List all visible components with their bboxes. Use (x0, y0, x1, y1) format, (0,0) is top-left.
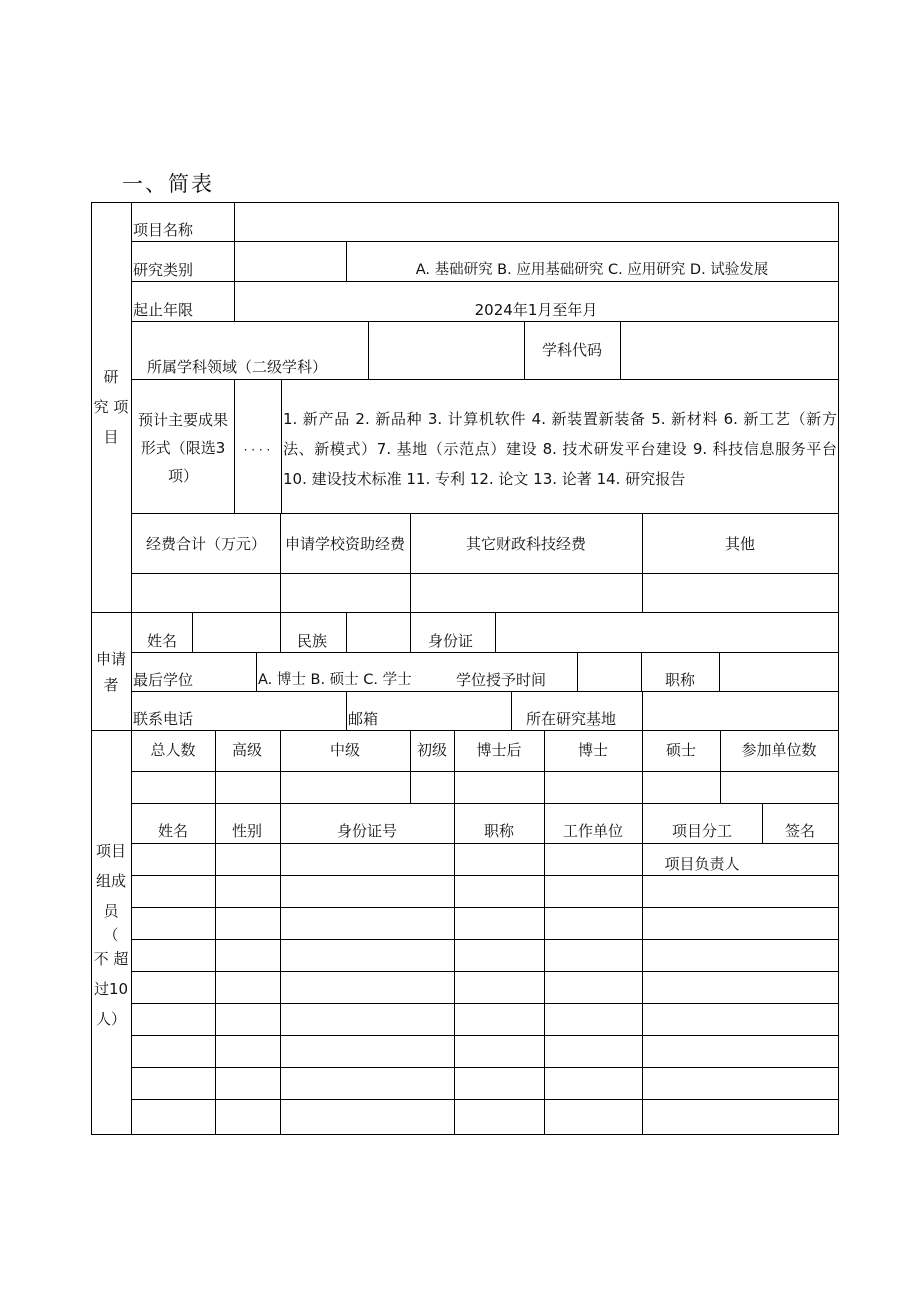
degree-options: A. 博士 B. 硕士 C. 学士 (258, 672, 412, 688)
email-field[interactable] (410, 693, 510, 730)
member-cell-field[interactable] (643, 876, 761, 907)
other-funding-field[interactable] (643, 574, 837, 611)
grid-line-vertical (642, 513, 643, 613)
member-cell-field[interactable] (281, 1068, 453, 1099)
first-member-role: 项目负责人 (664, 855, 740, 873)
member-header-cell: 姓名 (157, 822, 188, 840)
member-cell-field[interactable] (132, 908, 214, 939)
grid-line-horizontal (131, 939, 839, 940)
member-cell-field[interactable] (455, 1036, 543, 1067)
member-cell-field[interactable] (132, 972, 214, 1003)
page-title: 一、简表 (122, 172, 214, 196)
grid-line-vertical (192, 612, 193, 653)
grid-line-horizontal (131, 281, 839, 282)
grid-line-vertical (544, 803, 545, 1135)
member-cell-field[interactable] (455, 972, 543, 1003)
funding-total-label: 经费合计（万元） (145, 535, 266, 553)
section-label-line: 员 (103, 902, 119, 920)
member-cell-field[interactable] (545, 940, 641, 971)
grid-line-vertical (720, 730, 721, 804)
section-label-line: 人） (95, 1010, 126, 1028)
member-cell-field[interactable] (545, 844, 641, 875)
member-cell-field[interactable] (281, 972, 453, 1003)
grid-line-horizontal (131, 1035, 839, 1036)
grid-line-horizontal (91, 612, 839, 613)
grid-line-vertical (215, 730, 216, 804)
member-cell-field[interactable] (455, 844, 543, 875)
period-label: 起止年限 (133, 301, 194, 319)
grid-line-horizontal (91, 1134, 839, 1135)
member-cell-field[interactable] (643, 940, 761, 971)
school-funding-field[interactable] (281, 574, 409, 611)
section-label-line: 组成 (95, 872, 126, 890)
grid-line-horizontal (91, 202, 839, 203)
research-base-label: 所在研究基地 (526, 710, 617, 728)
grid-line-vertical (91, 202, 92, 1135)
section-label-line: （ (103, 926, 119, 944)
research-type-label: 研究类别 (133, 261, 194, 279)
grid-line-horizontal (131, 691, 839, 692)
member-cell-field[interactable] (545, 1100, 641, 1131)
project-name-label: 项目名称 (133, 221, 194, 239)
grid-line-vertical (234, 379, 235, 514)
grid-line-vertical (642, 803, 643, 1135)
discipline-code-label: 学科代码 (541, 341, 602, 359)
member-cell-field[interactable] (132, 1100, 214, 1131)
outcome-label: 预计主要成果形式（限选3项） (137, 411, 228, 485)
stats-header-cell: 博士后 (476, 741, 522, 759)
section-label-line: 不 超 (93, 950, 129, 968)
grid-line-vertical (642, 691, 643, 731)
id-card-field[interactable] (496, 614, 837, 652)
outcome-dots: · · · · (243, 443, 271, 457)
grid-line-vertical (454, 730, 455, 804)
applicant-name-field[interactable] (193, 614, 279, 652)
degree-time-label: 学位授予时间 (456, 671, 547, 689)
stats-header-cell: 参加单位数 (741, 741, 817, 759)
ethnicity-field[interactable] (347, 614, 409, 652)
member-cell-field[interactable] (281, 844, 453, 875)
grid-line-vertical (215, 803, 216, 1135)
grid-line-horizontal (131, 573, 839, 574)
email-label: 邮箱 (348, 710, 379, 728)
member-cell-field[interactable] (545, 908, 641, 939)
grid-line-horizontal (131, 875, 839, 876)
grid-line-vertical (642, 730, 643, 804)
research-base-field[interactable] (643, 693, 837, 730)
member-cell-field[interactable] (216, 1004, 278, 1035)
stats-header-cell: 硕士 (665, 741, 696, 759)
member-cell-field[interactable] (763, 1036, 837, 1067)
research-section-label (91, 202, 131, 612)
phone-label: 联系电话 (133, 710, 194, 728)
stats-header-cell: 博士 (577, 741, 608, 759)
grid-line-vertical (410, 513, 411, 613)
member-header-cell: 性别 (231, 822, 262, 840)
grid-line-vertical (511, 691, 512, 731)
grid-line-vertical (280, 803, 281, 1135)
section-label-line: 申请 (95, 649, 126, 668)
applicant-name-label: 姓名 (147, 632, 178, 650)
applicant-section-label (91, 613, 131, 730)
member-cell-field[interactable] (132, 1068, 214, 1099)
grid-line-vertical (368, 321, 369, 380)
grid-line-horizontal (131, 513, 839, 514)
grid-line-horizontal (131, 907, 839, 908)
school-funding-label: 申请学校资助经费 (284, 535, 405, 553)
research-type-field[interactable] (235, 243, 345, 281)
member-cell-field[interactable] (763, 940, 837, 971)
grid-line-vertical (454, 803, 455, 1135)
section-label-line: 过10 (93, 980, 129, 998)
degree-time-field[interactable] (578, 653, 640, 691)
member-cell-field[interactable] (545, 876, 641, 907)
research-type-options: A. 基础研究 B. 应用基础研究 C. 应用研究 D. 试验发展 (415, 262, 769, 278)
member-cell-field[interactable] (132, 876, 214, 907)
grid-line-horizontal (131, 803, 839, 804)
member-cell-field[interactable] (545, 1068, 641, 1099)
grid-line-vertical (495, 612, 496, 653)
member-cell-field[interactable] (281, 1100, 453, 1131)
member-cell-field[interactable] (763, 1100, 837, 1131)
member-cell-field[interactable] (643, 844, 761, 875)
members-section-label (91, 828, 131, 1042)
grid-line-vertical (577, 652, 578, 692)
member-cell-field[interactable] (763, 1004, 837, 1035)
grid-line-horizontal (131, 971, 839, 972)
member-cell-field[interactable] (216, 1100, 278, 1131)
grid-line-vertical (410, 612, 411, 653)
discipline-field[interactable] (369, 322, 523, 378)
member-cell-field[interactable] (216, 908, 278, 939)
member-cell-field[interactable] (763, 972, 837, 1003)
member-cell-field[interactable] (455, 908, 543, 939)
grid-line-vertical (280, 513, 281, 613)
discipline-code-field[interactable] (621, 322, 837, 378)
job-title-field[interactable] (720, 653, 837, 691)
grid-line-vertical (281, 379, 282, 514)
member-header-cell: 项目分工 (671, 822, 732, 840)
member-cell-field[interactable] (455, 1100, 543, 1131)
grid-line-horizontal (131, 241, 839, 242)
member-cell-field[interactable] (281, 940, 453, 971)
id-card-label: 身份证 (428, 632, 474, 650)
period-value: 2024年1月至年月 (474, 301, 598, 319)
other-funding-label: 其他 (724, 535, 755, 553)
other-fiscal-funding-field[interactable] (411, 574, 641, 611)
member-header-cell: 签名 (784, 822, 815, 840)
member-cell-field[interactable] (455, 1004, 543, 1035)
member-cell-field[interactable] (545, 972, 641, 1003)
member-cell-field[interactable] (643, 1036, 761, 1067)
grid-line-vertical (280, 730, 281, 804)
grid-line-horizontal (131, 1067, 839, 1068)
grid-line-vertical (838, 202, 839, 1135)
member-cell-field[interactable] (643, 972, 761, 1003)
section-label-line: 目 (103, 428, 119, 446)
stats-header-cell: 初级 (416, 741, 447, 759)
other-fiscal-funding-label: 其它财政科技经费 (465, 535, 586, 553)
member-cell-field[interactable] (216, 972, 278, 1003)
grid-line-horizontal (131, 843, 839, 844)
stats-header-cell: 高级 (231, 741, 262, 759)
member-cell-field[interactable] (216, 1068, 278, 1099)
stats-header-cell: 总人数 (150, 741, 196, 759)
member-cell-field[interactable] (455, 876, 543, 907)
member-cell-field[interactable] (643, 908, 761, 939)
member-cell-field[interactable] (216, 940, 278, 971)
grid-line-vertical (620, 321, 621, 380)
member-cell-field[interactable] (763, 1068, 837, 1099)
member-cell-field[interactable] (545, 1004, 641, 1035)
member-cell-field[interactable] (281, 908, 453, 939)
member-cell-field[interactable] (132, 1036, 214, 1067)
grid-line-vertical (544, 730, 545, 804)
member-cell-field[interactable] (281, 1004, 453, 1035)
grid-line-horizontal (131, 321, 839, 322)
member-cell-field[interactable] (455, 940, 543, 971)
grid-line-vertical (131, 202, 132, 1135)
grid-line-vertical (641, 652, 642, 692)
ethnicity-label: 民族 (297, 632, 328, 650)
grid-line-vertical (280, 612, 281, 653)
member-cell-field[interactable] (132, 844, 214, 875)
grid-line-vertical (234, 202, 235, 322)
member-header-cell: 职称 (483, 822, 514, 840)
outcome-options: 1. 新产品 2. 新品种 3. 计算机软件 4. 新装置新装备 5. 新材料 6. 新工艺（新方法、新模式）7. 基地（示范点）建设 8. 技术研发平台建设 9. 科技信息服务平台 10. 建设技术标准 11. 专利 12. 论文 13. 论著 14. 研究报告 (283, 410, 837, 488)
grid-line-horizontal (131, 771, 839, 772)
stats-header-cell: 中级 (329, 741, 360, 759)
member-header-cell: 身份证号 (336, 822, 397, 840)
member-cell-field[interactable] (643, 1004, 761, 1035)
member-cell-field[interactable] (216, 876, 278, 907)
member-header-cell: 工作单位 (562, 822, 623, 840)
member-cell-field[interactable] (216, 844, 278, 875)
member-cell-field[interactable] (281, 876, 453, 907)
grid-line-vertical (762, 803, 763, 844)
grid-line-horizontal (131, 379, 839, 380)
member-cell-field[interactable] (455, 1068, 543, 1099)
grid-line-vertical (346, 612, 347, 653)
section-label-line: 研 (103, 368, 119, 386)
grid-line-horizontal (91, 730, 839, 731)
degree-label: 最后学位 (133, 671, 194, 689)
section-label-line: 项目 (95, 842, 126, 860)
grid-line-vertical (410, 730, 411, 804)
member-cell-field[interactable] (132, 940, 214, 971)
grid-line-vertical (346, 691, 347, 731)
grid-line-horizontal (131, 1003, 839, 1004)
section-label-line: 究 项 (93, 398, 129, 416)
member-cell-field[interactable] (643, 1068, 761, 1099)
member-cell-field[interactable] (763, 876, 837, 907)
grid-line-vertical (719, 652, 720, 692)
grid-line-vertical (346, 241, 347, 282)
member-cell-field[interactable] (216, 1036, 278, 1067)
grid-line-vertical (256, 652, 257, 692)
member-cell-field[interactable] (763, 844, 837, 875)
section-label-line: 者 (103, 675, 119, 694)
project-name-field[interactable] (235, 203, 837, 241)
job-title-label: 职称 (664, 671, 695, 689)
funding-total-field[interactable] (132, 574, 279, 611)
member-cell-field[interactable] (132, 1004, 214, 1035)
member-cell-field[interactable] (763, 908, 837, 939)
grid-line-horizontal (131, 652, 839, 653)
member-cell-field[interactable] (545, 1036, 641, 1067)
discipline-label: 所属学科领域（二级学科） (147, 358, 328, 376)
member-cell-field[interactable] (643, 1100, 761, 1131)
grid-line-horizontal (131, 1099, 839, 1100)
member-cell-field[interactable] (281, 1036, 453, 1067)
grid-line-vertical (524, 321, 525, 380)
